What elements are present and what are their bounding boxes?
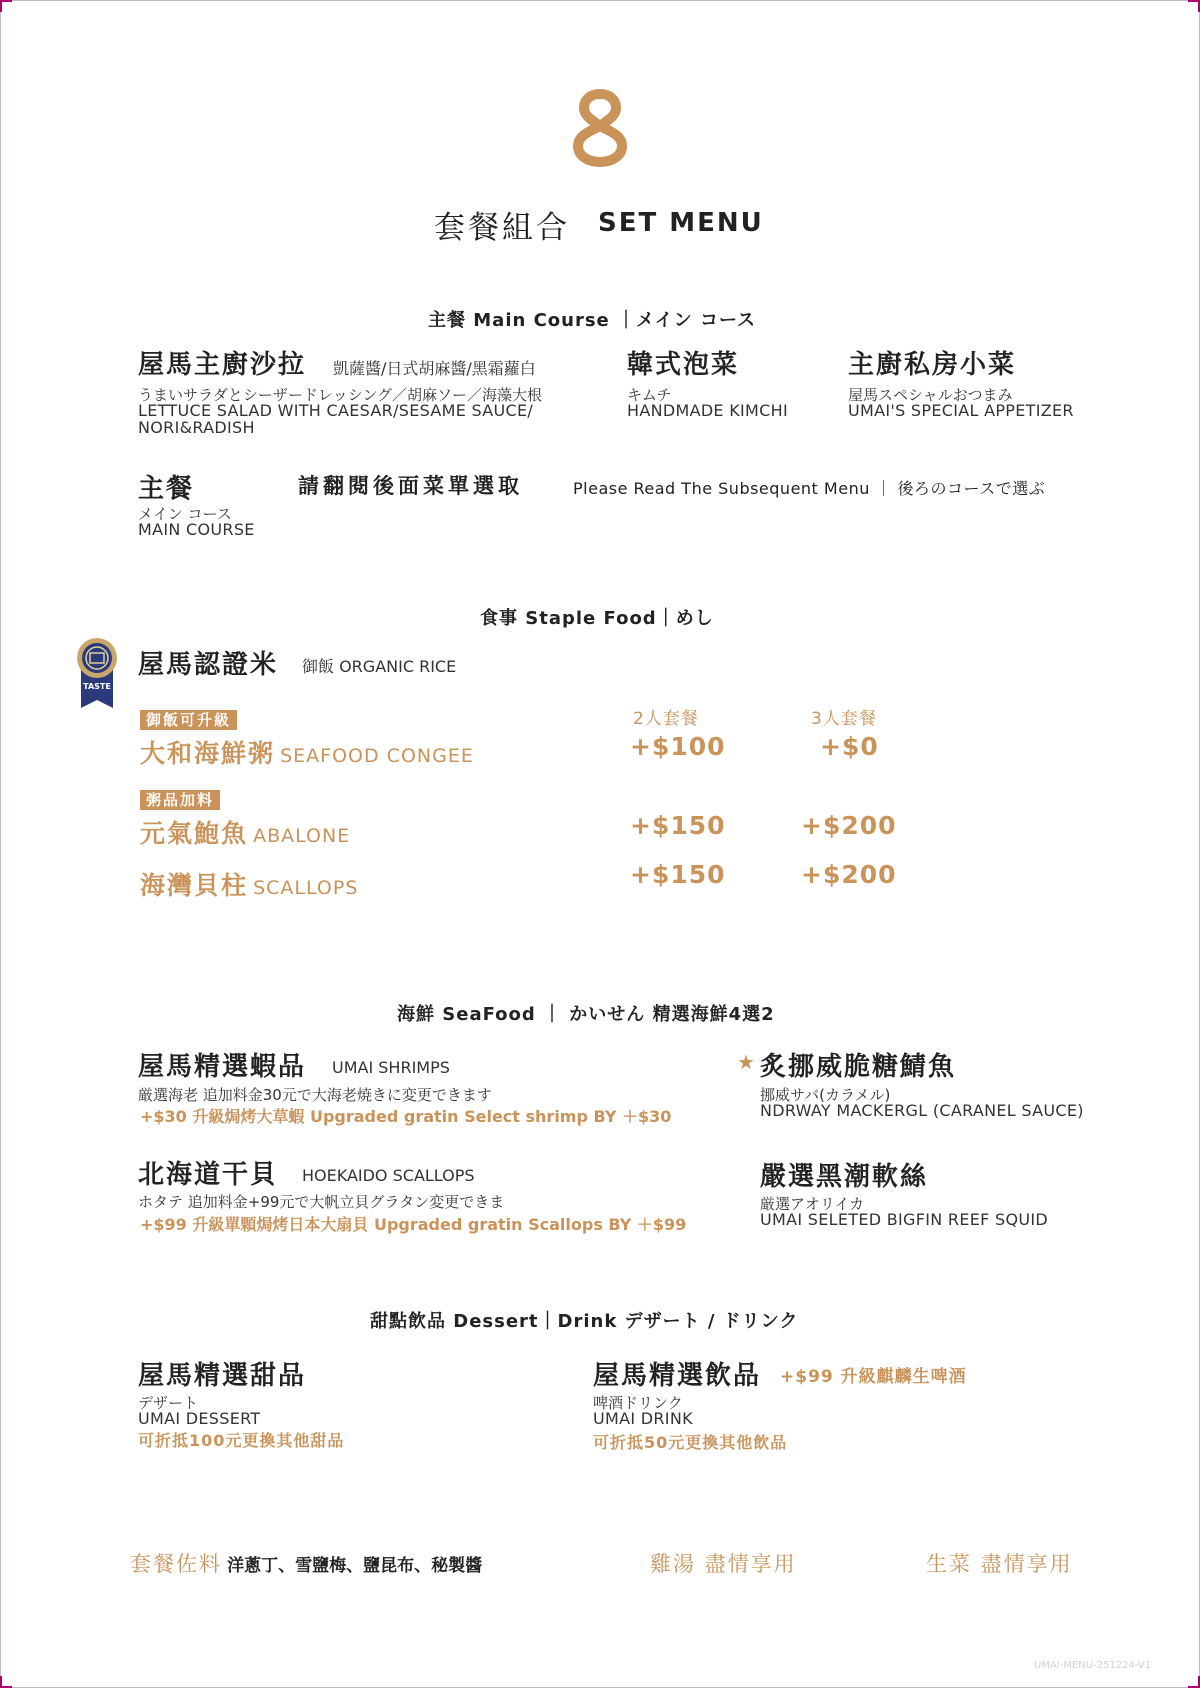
rice-sub: 御飯 ORGANIC RICE	[302, 657, 457, 676]
appetizer-title: 主廚私房小菜	[848, 350, 1017, 380]
mackerel-title: 炙挪威脆糖鯖魚	[760, 1052, 957, 1082]
drink-jp: 啤酒ドリンク	[593, 1394, 683, 1412]
congee-row	[140, 734, 474, 770]
column-2-person: 2人套餐	[633, 709, 699, 729]
document-code: UMAI-MENU-251224-V1	[1034, 1660, 1152, 1671]
crop-mark	[0, 0, 12, 12]
crop-mark	[1188, 0, 1200, 12]
footer-veg: 生菜 盡情享用	[926, 1552, 1073, 1576]
crop-mark	[0, 1676, 12, 1688]
column-3-person: 3人套餐	[811, 709, 877, 729]
dessert-note: 可折抵100元更換其他甜品	[138, 1431, 345, 1450]
award-badge-icon	[75, 636, 119, 712]
shrimp-upgrade: +$30 升級焗烤大草蝦 Upgraded gratin Select shrimp BY ＋$30	[140, 1107, 672, 1126]
main-title: 主餐	[138, 474, 195, 504]
drink-note: 可折抵50元更換其他飲品	[593, 1433, 788, 1452]
scallop-congee-price-2: +$150	[630, 860, 726, 889]
drink-title: 屋馬精選飲品	[593, 1361, 762, 1391]
scallop-congee-title: 海灣貝柱	[140, 871, 249, 900]
footer-soup: 雞湯 盡情享用	[650, 1552, 797, 1576]
squid-jp: 厳選アオリイカ	[760, 1195, 864, 1213]
sides-items: 洋蔥丁、雪鹽梅、鹽昆布、秘製醬	[227, 1556, 483, 1576]
star-icon: ★	[737, 1050, 755, 1074]
squid-title: 嚴選黑潮軟絲	[760, 1162, 929, 1192]
mackerel-en: NDRWAY MACKERGL (CARANEL SAUCE)	[760, 1101, 1084, 1120]
addon-tag: 粥品加料	[140, 790, 220, 810]
abalone-price-2: +$150	[630, 811, 726, 840]
scallop-congee-en: SCALLOPS	[253, 877, 359, 899]
crop-mark	[1188, 1676, 1200, 1688]
section-heading-dessert: 甜點飲品 Dessert｜Drink デザート / ドリンク	[370, 1311, 799, 1332]
appetizer-jp: 屋馬スペシャルおつまみ	[848, 386, 1013, 404]
section-heading-main-course: 主餐 Main Course ｜メイン コース	[428, 310, 757, 331]
congee-price-3: +$0	[820, 732, 879, 761]
main-jp: メイン コース	[138, 505, 232, 523]
abalone-title: 元氣鮑魚	[140, 819, 249, 848]
kimchi-jp: キムチ	[627, 386, 672, 404]
congee-price-2: +$100	[630, 732, 726, 761]
page-title-cn: 套餐組合	[434, 210, 570, 246]
dessert-title: 屋馬精選甜品	[138, 1361, 307, 1391]
mackerel-jp: 挪威サバ(カラメル)	[760, 1086, 891, 1104]
drink-upgrade: +$99 升級麒麟生啤酒	[780, 1367, 967, 1387]
badge-text: TASTE	[83, 682, 111, 691]
abalone-en: ABALONE	[253, 825, 351, 847]
main-en: MAIN COURSE	[138, 520, 255, 539]
kimchi-en: HANDMADE KIMCHI	[627, 401, 788, 420]
salad-en-1: LETTUCE SALAD WITH CAESAR/SESAME SAUCE/	[138, 401, 534, 420]
sides-label: 套餐佐料	[130, 1552, 222, 1576]
congee-en: SEAFOOD CONGEE	[280, 745, 474, 767]
section-heading-staple: 食事 Staple Food｜めし	[480, 608, 714, 629]
salad-title: 屋馬主廚沙拉	[138, 350, 307, 380]
scallop-congee-price-3: +$200	[801, 860, 897, 889]
salad-options: 凱薩醬/日式胡麻醬/黑霜蘿白	[333, 359, 536, 378]
dessert-en: UMAI DESSERT	[138, 1409, 261, 1428]
abalone-row	[140, 814, 350, 850]
main-note-en: Please Read The Subsequent Menu ｜ 後ろのコースで選ぶ	[573, 479, 1046, 498]
main-note-cn: 請翻閱後面菜單選取	[298, 474, 523, 498]
upgrade-tag: 御飯可升級	[140, 710, 237, 730]
hokkaido-scallop-title: 北海道干貝	[138, 1160, 279, 1190]
shrimp-en: UMAI SHRIMPS	[332, 1058, 450, 1077]
appetizer-en: UMAI'S SPECIAL APPETIZER	[848, 401, 1074, 420]
hokkaido-scallop-en: HOEKAIDO SCALLOPS	[302, 1166, 475, 1185]
section-heading-seafood: 海鮮 SeaFood ｜ かいせん 精選海鮮4選2	[397, 1004, 775, 1025]
salad-en-2: NORI&RADISH	[138, 418, 255, 437]
shrimp-title: 屋馬精選蝦品	[138, 1052, 307, 1082]
hokkaido-scallop-jp: ホタテ 追加料金+99元で大帆立貝グラタン変更できま	[138, 1193, 505, 1211]
hokkaido-scallop-upgrade: +$99 升級單顆焗烤日本大扇貝 Upgraded gratin Scallops BY ＋$99	[140, 1215, 687, 1234]
dessert-jp: デザート	[138, 1394, 199, 1412]
scallop-congee-row	[140, 866, 358, 902]
rice-title: 屋馬認證米	[138, 650, 279, 680]
squid-en: UMAI SELETED BIGFIN REEF SQUID	[760, 1210, 1049, 1229]
brand-logo-icon	[568, 86, 632, 170]
salad-jp: うまいサラダとシーザードレッシング／胡麻ソー／海藻大根	[138, 386, 543, 404]
abalone-price-3: +$200	[801, 811, 897, 840]
page-title-en: SET MENU	[598, 208, 764, 238]
footer-sides	[130, 1548, 482, 1578]
kimchi-title: 韓式泡菜	[627, 350, 740, 380]
congee-title: 大和海鮮粥	[140, 739, 276, 768]
shrimp-jp: 厳選海老 追加料金30元で大海老焼きに変更できます	[138, 1086, 492, 1104]
drink-en: UMAI DRINK	[593, 1409, 693, 1428]
